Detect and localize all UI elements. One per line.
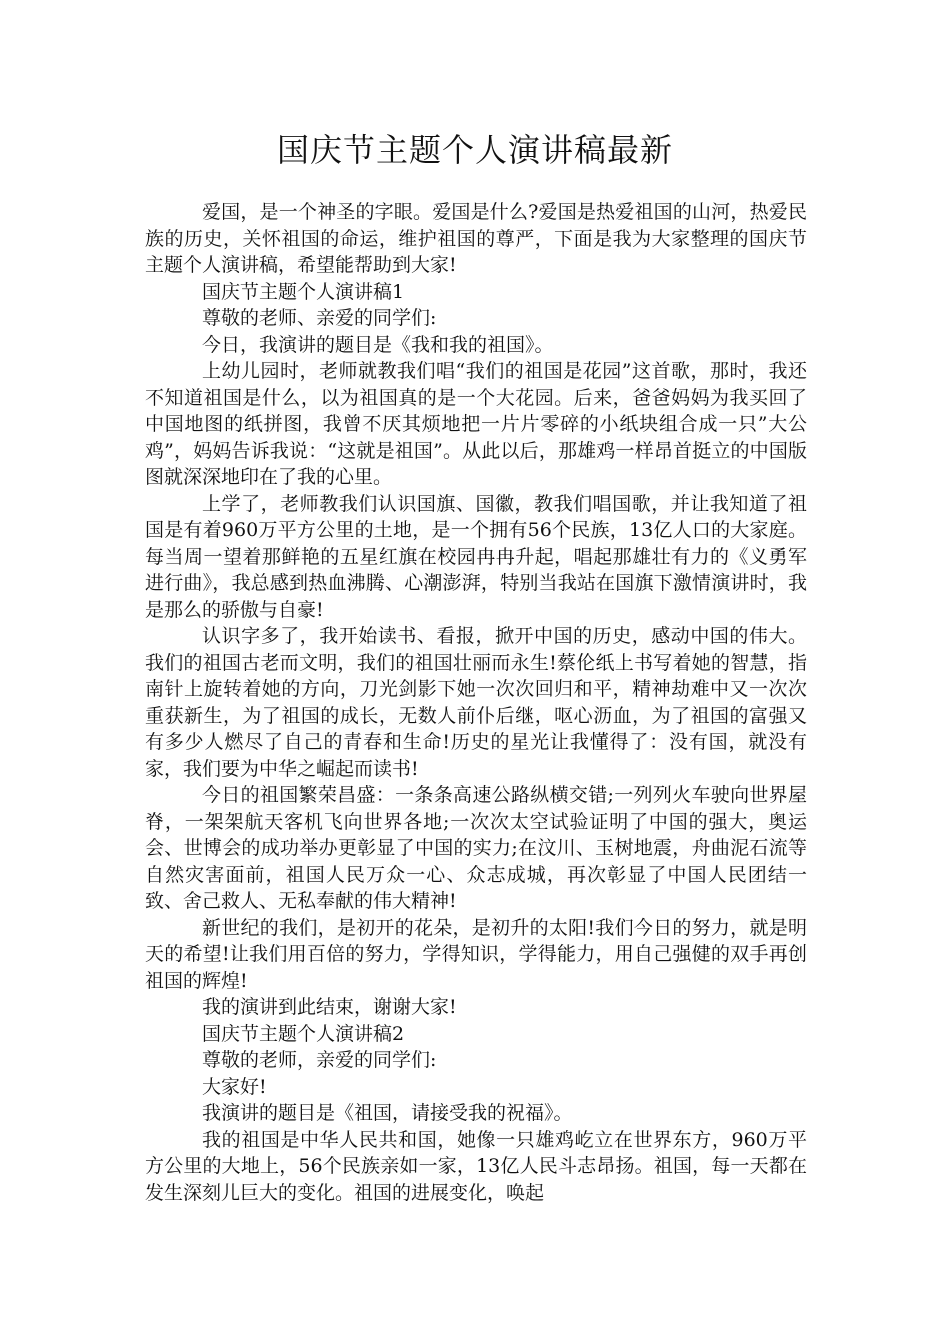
paragraph: 我的祖国是中华人民共和国，她像一只雄鸡屹立在世界东方，960万平方公里的大地上，56个民族亲如一家，13亿人民斗志昂扬。祖国，每一天都在发生深刻儿巨大的变化。祖国的进展变化，唤起: [145, 1128, 807, 1204]
salutation: 尊敬的老师，亲爱的同学们:: [202, 1049, 437, 1071]
paragraph: 我演讲的题目是《祖国，请接受我的祝福》。: [202, 1102, 573, 1124]
paragraph: 新世纪的我们，是初开的花朵，是初升的太阳!我们今日的努力，就是明天的希望!让我们用百倍的努力，学得知识，学得能力，用自己强健的双手再创祖国的辉煌!: [145, 916, 807, 992]
salutation: 尊敬的老师、亲爱的同学们:: [202, 307, 437, 329]
paragraph: 上幼儿园时，老师就教我们唱“我们的祖国是花园”这首歌，那时，我还不知道祖国是什么，以为祖国真的是一个大花园。后来，爸爸妈妈为我买回了中国地图的纸拼图，我曾不厌其烦地把一片片零碎的小纸块组合成一只”大公鸡”，妈妈告诉我说：“这就是祖国”。从此以后，那雄鸡一样昂首挺立的中国版图就深深地印在了我的心里。: [145, 360, 807, 488]
closing-line: 我的演讲到此结束，谢谢大家!: [202, 996, 457, 1018]
paragraph: 上学了，老师教我们认识国旗、国徽，教我们唱国歌，并让我知道了祖国是有着960万平方公里的土地，是一个拥有56个民族，13亿人口的大家庭。每当周一望着那鲜艳的五星红旗在校园冉冉升起，唱起那雄壮有力的《义勇军进行曲》，我总感到热血沸腾、心潮澎湃，特别当我站在国旗下激情演讲时，我是那么的骄傲与自豪!: [145, 492, 807, 621]
greeting: 大家好!: [202, 1075, 267, 1098]
document-body: [145, 199, 807, 1206]
paragraph: 爱国，是一个神圣的字眼。爱国是什么?爱国是热爱祖国的山河，热爱民族的历史，关怀祖国的命运，维护祖国的尊严，下面是我为大家整理的国庆节主题个人演讲稿，希望能帮助到大家!: [145, 201, 807, 276]
paragraph: 今日，我演讲的题目是《我和我的祖国》。: [202, 333, 554, 356]
document-title: 国庆节主题个人演讲稿最新: [276, 131, 673, 169]
section-heading: 国庆节主题个人演讲稿1: [202, 280, 405, 303]
paragraph: 今日的祖国繁荣昌盛：一条条高速公路纵横交错;一列列火车驶向世界屋脊，一架架航天客机飞向世界各地;一次次太空试验证明了中国的强大，奥运会、世博会的成功举办更彰显了中国的实力;在汶川、玉树地震，舟曲泥石流等自然灾害面前，祖国人民万众一心、众志成城，再次彰显了中国人民团结一致、舍己救人、无私奉献的伟大精神!: [145, 784, 807, 912]
paragraph: 认识字多了，我开始读书、看报，掀开中国的历史，感动中国的伟大。我们的祖国古老而文明，我们的祖国壮丽而永生!蔡伦纸上书写着她的智慧，指南针上旋转着她的方向，刀光剑影下她一次次回归和平，精神劫难中又一次次重获新生，为了祖国的成长，无数人前仆后继，呕心沥血，为了祖国的富强又有多少人燃尽了自己的青春和生命!历史的星光让我懂得了：没有国，就没有家，我们要为中华之崛起而读书!: [145, 625, 807, 780]
section-heading: 国庆节主题个人演讲稿2: [202, 1022, 405, 1045]
